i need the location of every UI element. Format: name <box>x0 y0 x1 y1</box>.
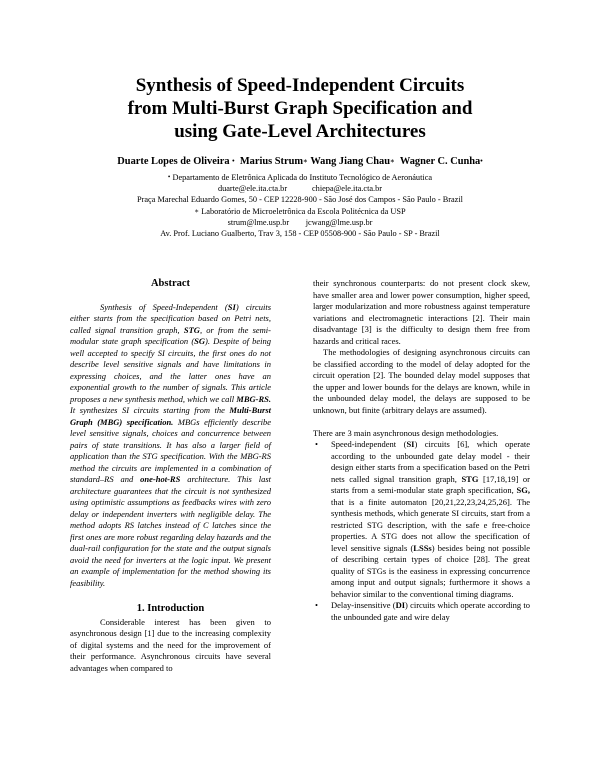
abstract-text-4: ). Despite of being well accepted to specify SI circuits, the first ones do not describe level sensitive signals and have limitations in expressing choices, and the latter ones have an exponential growth to the number of signals. This article proposes a new synthesis method, which we call <box>70 336 272 404</box>
methodology-list <box>313 439 530 623</box>
abstract-bold-4: MBG-RS. <box>236 393 271 404</box>
right-column <box>313 278 530 623</box>
author-list <box>0 155 600 168</box>
si-text-2: ) circuits [6], which operate according to the unbounded gate delay model - their design either starts from a specification based on the Petri nets called signal transition graph, <box>331 439 530 484</box>
affiliation-emails-1: duarte@ele.ita.cta.br chiepa@ele.ita.cta.br <box>217 184 383 194</box>
paper-title <box>0 74 600 143</box>
right-paragraph-1: their synchronous counterparts: do not present clock skew, have smaller area and lower power consumption, higher speed, larger modularization and more robustness against temperature variations and electromagnetic interactions [2]. Their main disadvantage [3] is the difficulty to design them free from hazards and critical races. <box>313 278 530 346</box>
author-3: Wang Jiang Chau <box>310 156 391 167</box>
affiliation-line-2 <box>0 206 600 217</box>
list-item-si <box>313 439 530 600</box>
abstract-text-5: It synthesizes SI circuits starting from the <box>70 405 230 415</box>
right-paragraph-3: There are 3 main asynchronous design methodologies. <box>313 427 499 438</box>
affiliations <box>0 172 600 239</box>
affiliation-mark-bullet: • <box>167 173 171 181</box>
si-text-4: that is a finite automaton [20,21,22,23,24,25,26]. The synthesis methods, which generate SI circuits, start from a restricted STG description, with the safe e free-choice properties. A STG does not allow the specification of level sensitive signals ( <box>331 496 530 553</box>
title-line-3: using Gate-Level Architectures <box>174 121 426 142</box>
si-bold-1: SI <box>406 439 415 449</box>
author-4: Wagner C. Cunha <box>399 156 481 167</box>
si-text-1: Speed-independent ( <box>331 439 407 449</box>
affiliation-1-text: Departamento de Eletrônica Aplicada do Instituto Tecnológico de Aeronáutica <box>172 173 433 182</box>
affiliation-address-1: Praça Marechal Eduardo Gomes, 50 - CEP 12228-900 - São José dos Campos - São Paulo - Brazil <box>137 195 463 205</box>
si-bold-3: SG, <box>516 485 530 495</box>
abstract-text-1: Synthesis of Speed-Independent ( <box>100 301 228 312</box>
affiliation-2-text: Laboratório de Microeletrônica da Escola Politécnica da USP <box>201 206 406 216</box>
abstract-text-6: MBGs efficiently describe level sensitive signals, choices and concurrence between pairs of state transitions. It has also a larger field of application than the STG specification. With the MBG-RS method the circuits are implemented in a combination of standard–RS and <box>70 416 271 484</box>
abstract-bold-5: Multi-Burst Graph (MBG) specification. <box>70 405 271 427</box>
list-item-di <box>313 600 530 623</box>
title-line-1: Synthesis of Speed-Independent Circuits <box>135 75 465 96</box>
abstract-text-3: , or from the semi-modular state graph specification ( <box>70 324 271 346</box>
author-2: Marius Strum <box>239 156 304 167</box>
title-line-2: from Multi-Burst Graph Specification and <box>127 98 473 119</box>
di-bold-1: DI <box>395 600 406 610</box>
list-bullet-1: • <box>315 439 318 449</box>
si-bold-2: STG <box>461 473 479 484</box>
abstract-bold-1: SI <box>227 301 236 312</box>
abstract-text-7: architecture. This last architecture guarantees that the circuit is not synthesized using optimistic assumptions as feedbacks wires with zero delay or independent inverters with negligible delay. The method adopts RS latches instead of C latches since the first ones are more robust regarding delay hazards and the dual-rail configuration for the state and the output signals avoid the need for inverters at the logic input. We present an example of implementation for the method showing its feasibility. <box>70 474 272 588</box>
author-mark-bullet: • <box>232 157 235 165</box>
si-bold-4: LSSs <box>413 542 432 553</box>
right-paragraph-2: The methodologies of designing asynchronous circuits can be classified according to the model of delay adopted for the circuit operation [2]. The bounded delay model supposes that the upper and lower bounds for the delays are known, while in the unbounded delay model, the delays are supposed to be unknown, but finite (arbitrary delays are assumed). <box>313 347 530 415</box>
affiliation-mark-star: ∗ <box>194 206 200 215</box>
abstract-bold-2: STG <box>183 324 200 335</box>
abstract-bold-6: one-hot-RS <box>140 474 181 484</box>
paragraph-gap <box>313 416 530 428</box>
author-mark-bullet-2: • <box>480 157 483 165</box>
di-text-1: Delay-insensitive ( <box>331 600 396 610</box>
author-mark-star: ∗ <box>303 157 308 165</box>
si-text-5: ) besides being not possible of describing certain types of choice [28]. The great quality of STGs is the easiness in expressing concurrence among input and output signals; furthermore it shows a behavior similar to the conventional timing diagrams. <box>331 542 530 599</box>
abstract-text-2: ) circuits either starts from the specification based on Petri nets, called signal transition graph, <box>70 301 272 335</box>
di-text-2: ) circuits which operate according to the unbounded gate and wire delay <box>331 600 530 622</box>
author-1: Duarte Lopes de Oliveira <box>117 156 230 167</box>
author-mark-star-2: ∗ <box>390 157 395 165</box>
abstract-body <box>70 302 271 590</box>
introduction-paragraph: Considerable interest has been given to asynchronous design [1] due to the increasing complexity of digital systems and the need for the improvement of their performance. Asynchronous circuits have several advantages when compared to <box>70 616 271 673</box>
affiliation-address-2: Av. Prof. Luciano Gualberto, Trav 3, 158 - CEP 05508-900 - São Paulo - SP - Brazil <box>160 229 440 239</box>
left-column <box>70 278 271 674</box>
abstract-heading: Abstract <box>150 278 191 289</box>
abstract-bold-3: SG <box>194 336 206 346</box>
introduction-heading: 1. Introduction <box>136 603 205 614</box>
si-text-3: [17,18,19] or starts from a semi-modular state graph specification, <box>331 473 530 495</box>
list-bullet-2: • <box>315 600 318 610</box>
affiliation-line-1 <box>0 172 600 183</box>
affiliation-emails-2: strum@lme.usp.br jcwang@lme.usp.br <box>227 217 373 227</box>
